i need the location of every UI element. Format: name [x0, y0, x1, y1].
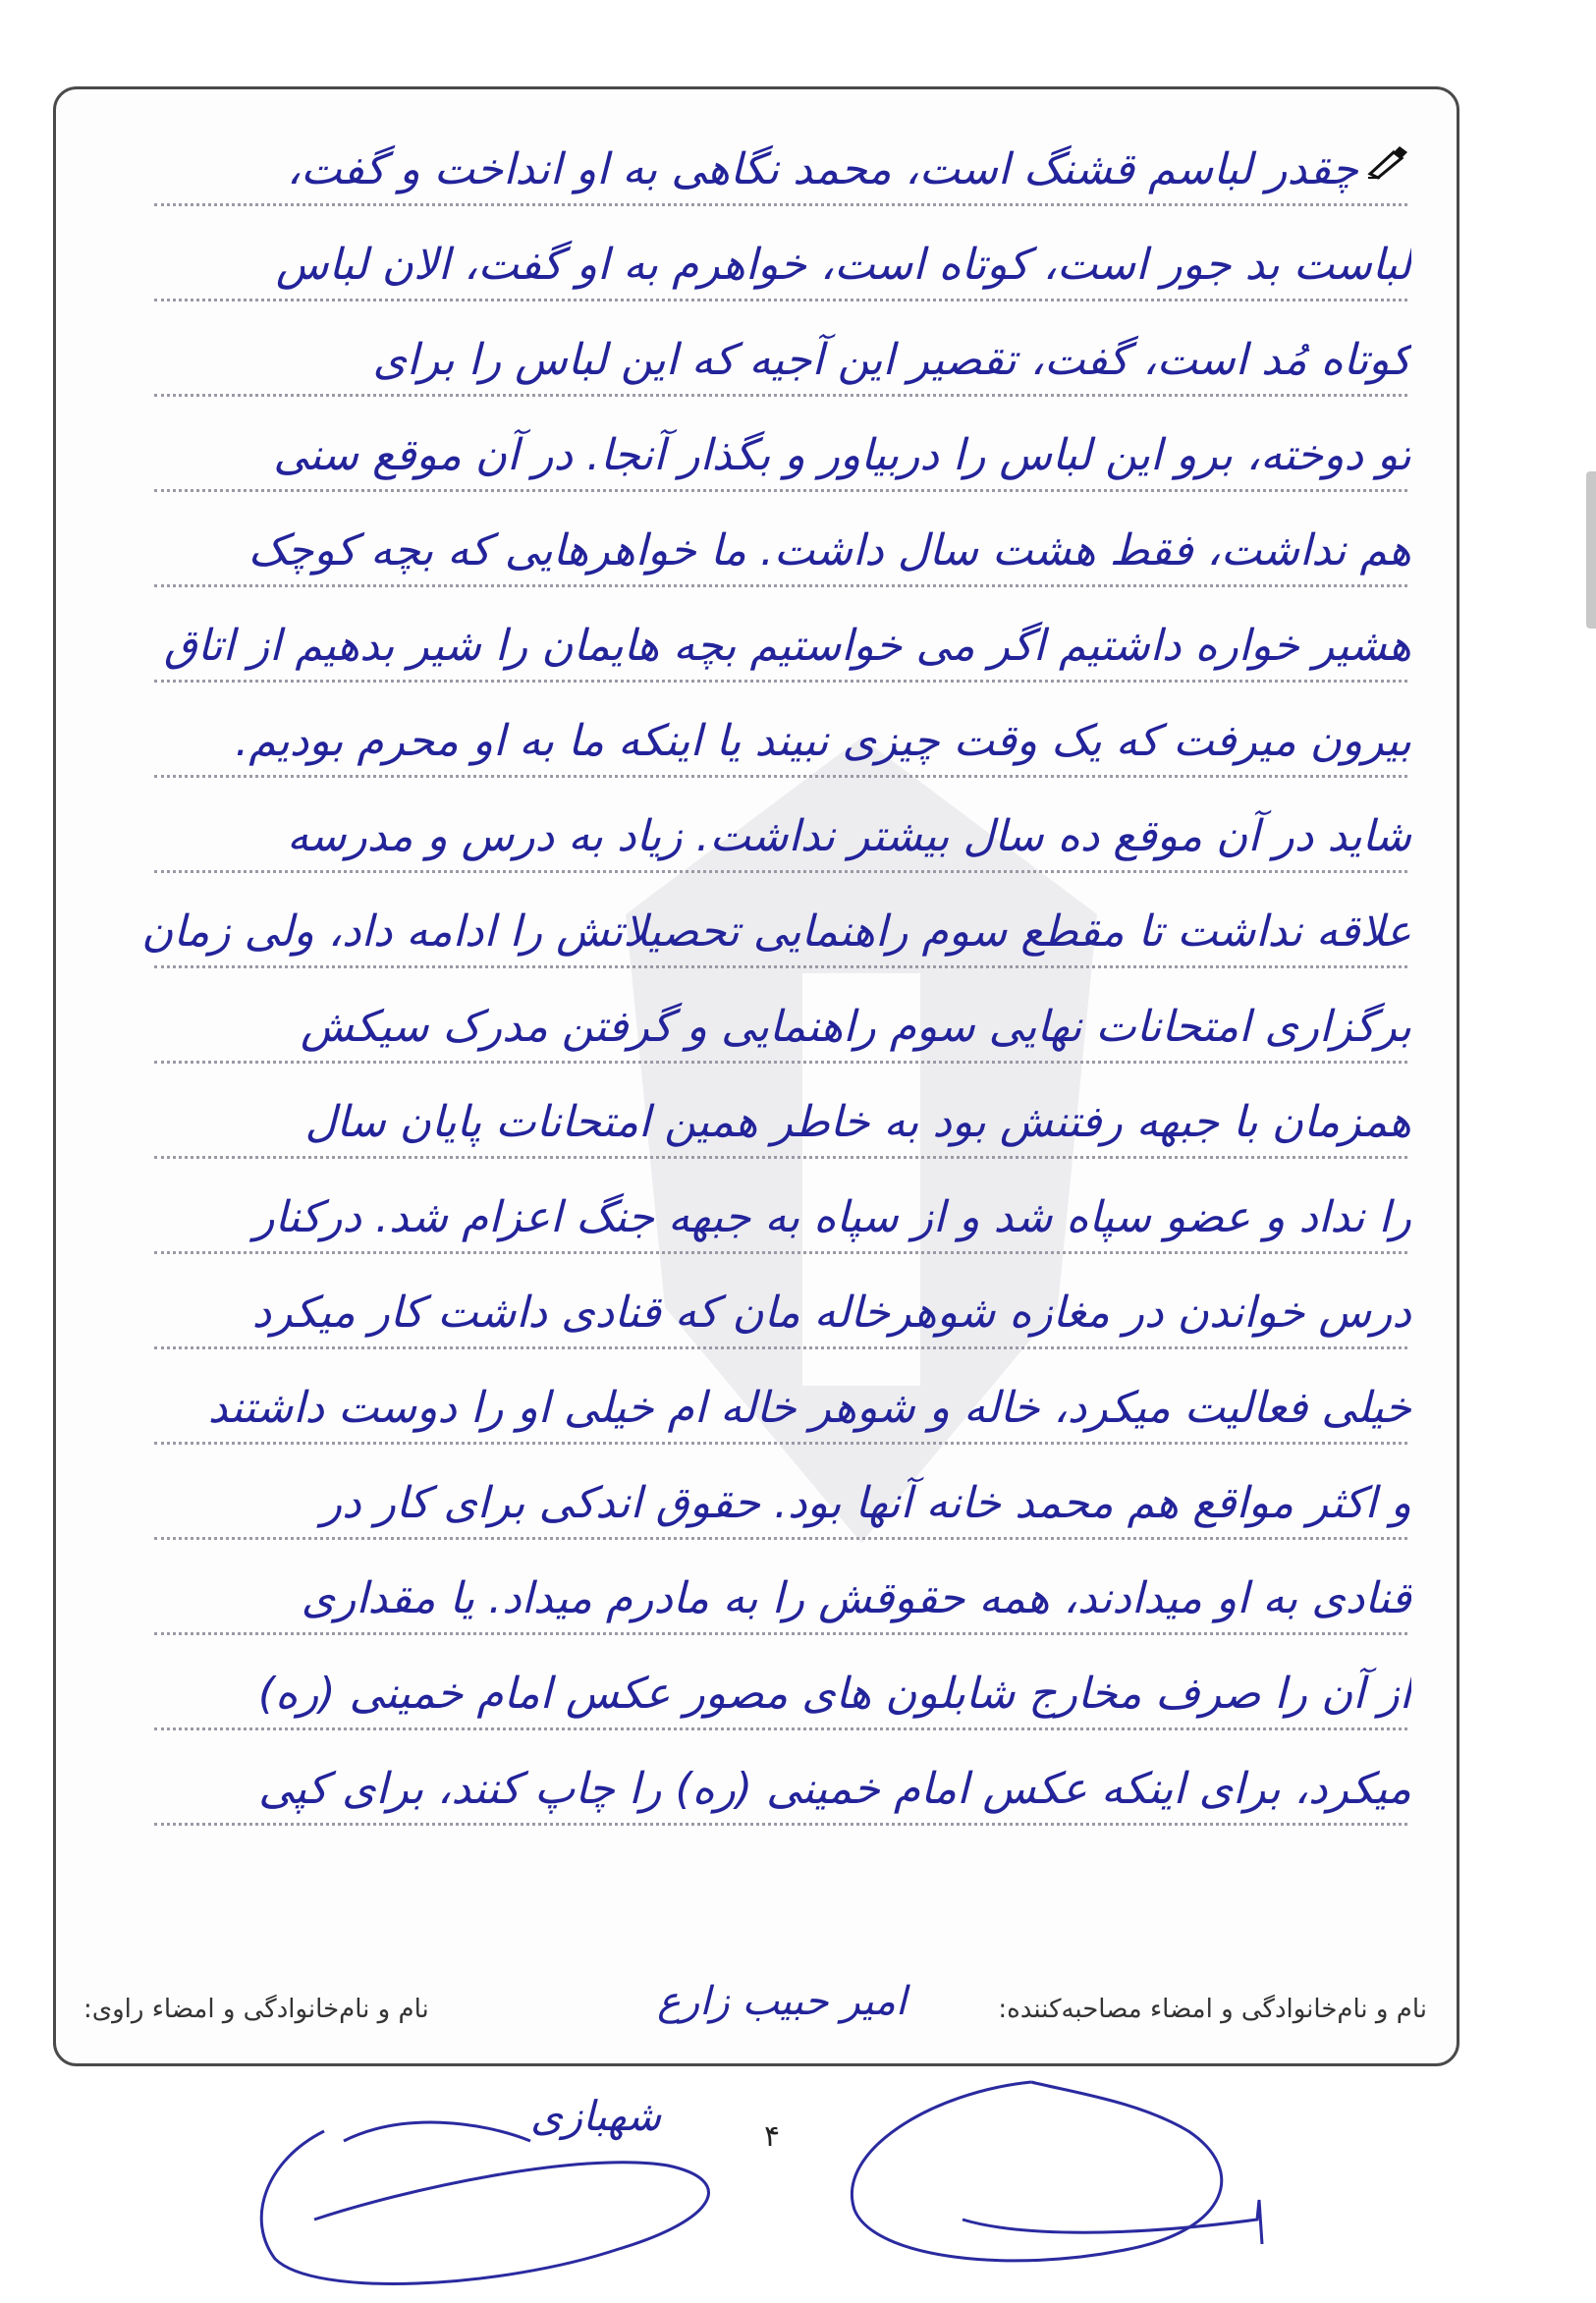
- page-number: ۴: [764, 2119, 781, 2154]
- text-line: [115, 702, 1417, 797]
- handwritten-text-block: [115, 131, 1417, 1845]
- text-line: [115, 1655, 1417, 1750]
- line-text: کوتاه مُد است، گفت، تقصیر این آجیه که این لباس را برای: [372, 335, 1411, 385]
- text-line: [115, 1369, 1417, 1464]
- line-text: و اکثر مواقع هم محمد خانه آنها بود. حقوق اندکی برای کار در: [320, 1478, 1411, 1528]
- text-line: [115, 1464, 1417, 1560]
- text-line: [115, 226, 1417, 321]
- text-line: [115, 1274, 1417, 1369]
- line-text: لباست بد جور است، کوتاه است، خواهرم به او گفت، الان لباس: [275, 240, 1411, 290]
- text-line: [115, 988, 1417, 1083]
- dotted-rule: [154, 584, 1407, 587]
- dotted-rule: [154, 1251, 1407, 1254]
- signature-footer: [76, 1979, 1437, 2042]
- interviewer-signature: [815, 2062, 1287, 2278]
- dotted-rule: [154, 870, 1407, 873]
- line-text: خیلی فعالیت میکرد، خاله و شوهر خاله ام خیلی او را دوست داشتند: [207, 1383, 1411, 1433]
- interviewer-label: نام و نام‌خانوادگی و امضاء مصاحبه‌کننده:: [998, 1995, 1427, 2024]
- interviewer-name: امیر حبیب زارع: [657, 1979, 907, 2024]
- line-text: قنادی به او میدادند، همه حقوقش را به مادرم میداد. یا مقداری: [301, 1573, 1411, 1623]
- text-line: [115, 321, 1417, 416]
- text-line: [115, 131, 1417, 226]
- line-text: میکرد، برای اینکه عکس امام خمینی (ره) را چاپ کنند، برای کپی: [258, 1764, 1411, 1814]
- line-text: همزمان با جبهه رفتنش بود به خاطر همین امتحانات پایان سال: [304, 1097, 1411, 1147]
- text-line: [115, 1560, 1417, 1655]
- line-text: شاید در آن موقع ده سال بیشتر نداشت. زیاد به درس و مدرسه: [287, 811, 1411, 861]
- line-text: درس خواندن در مغازه شوهرخاله مان که قنادی داشت کار میکرد: [251, 1288, 1411, 1338]
- dotted-rule: [154, 1823, 1407, 1826]
- dotted-rule: [154, 394, 1407, 397]
- dotted-rule: [154, 1727, 1407, 1730]
- narrator-signature-name: شهبازی: [530, 2092, 662, 2140]
- text-line: [115, 416, 1417, 512]
- line-text: را نداد و عضو سپاه شد و از سپاه به جبهه جنگ اعزام شد. درکنار: [253, 1192, 1411, 1242]
- line-text: هشیر خواره داشتیم اگر می خواستیم بچه هایمان را شیر بدهیم از اتاق: [163, 621, 1411, 671]
- line-text: تو دوخته، برو این لباس را دربیاور و بگذار آنجا. در آن موقع سنی: [273, 430, 1411, 480]
- scan-edge: [1586, 471, 1596, 629]
- line-text: بیرون میرفت که یک وقت چیزی نبیند یا اینکه ما به او محرم بودیم.: [235, 716, 1411, 766]
- dotted-rule: [154, 1442, 1407, 1445]
- page-frame: [53, 86, 1459, 2066]
- text-line: [115, 893, 1417, 988]
- text-line: [115, 797, 1417, 893]
- narrator-label: نام و نام‌خانوادگی و امضاء راوی:: [83, 1995, 429, 2024]
- dotted-rule: [154, 1632, 1407, 1635]
- dotted-rule: [154, 1537, 1407, 1540]
- text-line: [115, 1179, 1417, 1274]
- text-line: [115, 1750, 1417, 1845]
- dotted-rule: [154, 775, 1407, 778]
- dotted-rule: [154, 1156, 1407, 1159]
- dotted-rule: [154, 1346, 1407, 1349]
- dotted-rule: [154, 965, 1407, 968]
- dotted-rule: [154, 489, 1407, 492]
- dotted-rule: [154, 203, 1407, 206]
- narrator-signature: [206, 2072, 756, 2298]
- line-text: برگزاری امتحانات نهایی سوم راهنمایی و گرفتن مدرک سیکش: [300, 1002, 1411, 1052]
- text-line: [115, 512, 1417, 607]
- dotted-rule: [154, 299, 1407, 302]
- dotted-rule: [154, 1061, 1407, 1064]
- pen-writing-icon: [1366, 144, 1409, 180]
- line-text: علاقه نداشت تا مقطع سوم راهنمایی تحصیلاتش را ادامه داد، ولی زمان: [141, 906, 1411, 957]
- text-line: [115, 607, 1417, 702]
- line-text: هم نداشت، فقط هشت سال داشت. ما خواهرهایی که بچه کوچک: [248, 525, 1411, 576]
- line-text: از آن را صرف مخارج شابلون های مصور عکس امام خمینی (ره): [257, 1669, 1411, 1719]
- line-text: چقدر لباسم قشنگ است، محمد نگاهی به او انداخت و گفت،: [286, 144, 1358, 194]
- dotted-rule: [154, 680, 1407, 683]
- text-line: [115, 1083, 1417, 1179]
